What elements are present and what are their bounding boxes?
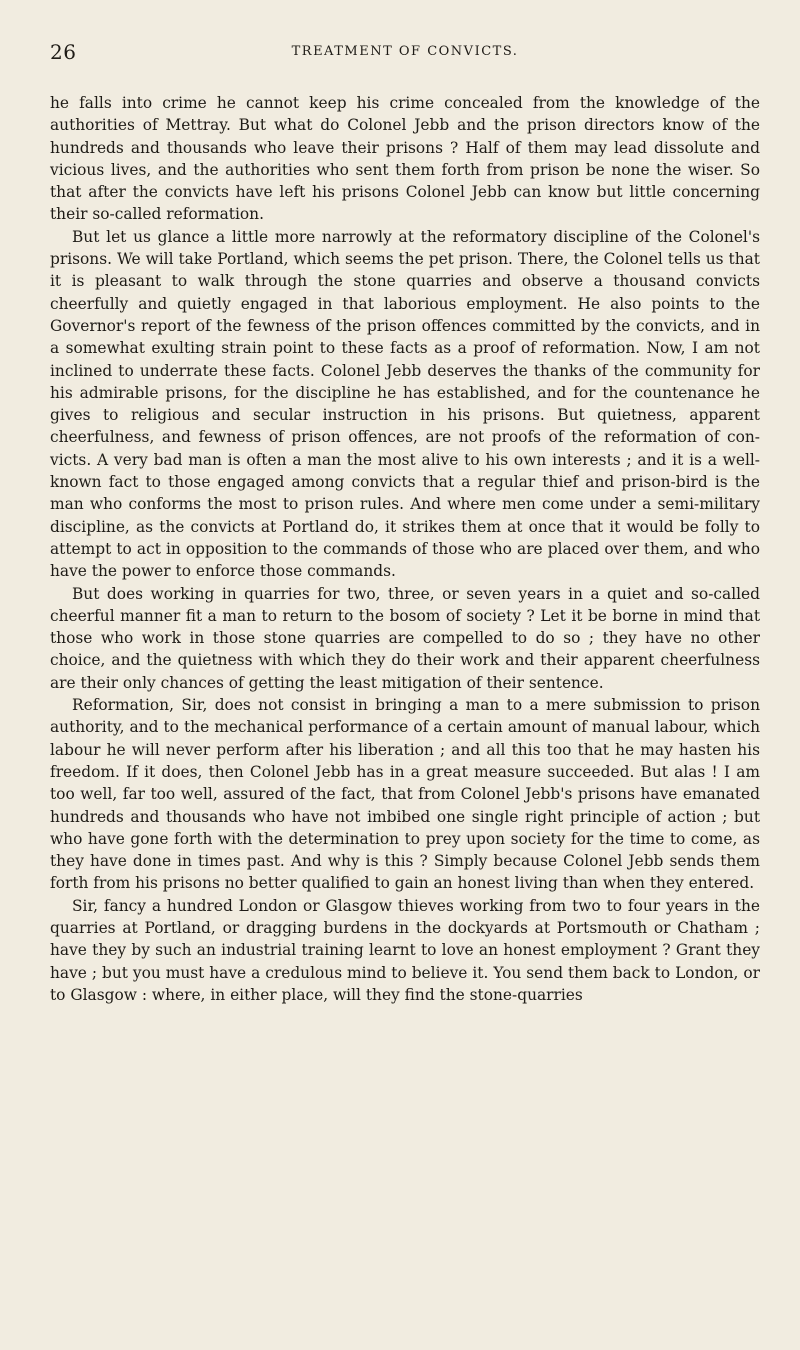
running-title: TREATMENT OF CONVICTS.: [291, 44, 519, 59]
paragraph: But let us glance a little more narrowly at the reformatory discipline of the Colonel's prisons. We will take Portland, which seems the pet prison. There, the Colonel tells us that it is pleasant to walk through the stone quarries and observe a thousand convicts cheerfully and quietly engaged in that laborious employment. He also points to the Governor's report of the fewness of the prison offences committed by the convicts, and in a somewhat exulting strain point to these facts as a proof of reformation. Now, I am not inclined to underrate these facts. Colonel Jebb deserves the thanks of the community for his admirable prisons, for the discipline he has established, and for the countenance he gives to religious and secular instruction in his prisons. But quietness, apparent cheerfulness, and fewness of prison offences, are not proofs of the reformation of convicts. A very bad man is often a man the most alive to his own interests ; and it is a well-known fact to those engaged among convicts that a regular thief and prison-bird is the man who conforms the most to prison rules. And where men come under a semi-military discipline, as the convicts at Portland do, it strikes them at once that it would be folly to attempt to act in opposition to the commands of those who are placed over them, and who have the power to enforce those commands.: [50, 227, 760, 581]
running-head: [50, 40, 760, 66]
body-text: [50, 92, 760, 1006]
paragraph: But does working in quarries for two, three, or seven years in a quiet and so-called cheerful manner fit a man to return to the bosom of society ? Let it be borne in mind that those who work in those stone quarries are compelled to do so ; they have no other choice, and the quietness with which they do their work and their apparent cheerfulness are their only chances of getting the least mitigation of their sentence.: [50, 584, 760, 692]
page-number: 26: [50, 40, 77, 64]
paragraph: Sir, fancy a hundred London or Glasgow thieves working from two to four years in the quarries at Portland, or dragging burdens in the dockyards at Portsmouth or Chatham ; have they by such an industrial training learnt to love an honest employment ? Grant they have ; but you must have a credulous mind to believe it. You send them back to London, or to Glasgow : where, in either place, will they find the stone-quarries: [50, 896, 760, 1004]
paragraph: he falls into crime he cannot keep his crime concealed from the knowledge of the authorities of Mettray. But what do Colonel Jebb and the prison directors know of the hundreds and thousands who leave their prisons ? Half of them may lead dissolute and vicious lives, and the authorities who sent them forth from prison be none the wiser. So that after the convicts have left his prisons Colonel Jebb can know but little concerning their so-called reformation.: [50, 94, 760, 224]
paragraph: Reformation, Sir, does not consist in bringing a man to a mere submission to prison authority, and to the mechanical performance of a certain amount of manual labour, which labour he will never perform after his liberation ; and all this too that he may hasten his freedom. If it does, then Colonel Jebb has in a great measure succeeded. But alas ! I am too well, far too well, assured of the fact, that from Colonel Jebb's prisons have emanated hundreds and thousands who have not imbibed one single right principle of action ; but who have gone forth with the determination to prey upon society for the time to come, as they have done in times past. And why is this ? Simply because Colonel Jebb sends them forth from his prisons no better qualified to gain an honest living than when they entered.: [50, 696, 760, 893]
